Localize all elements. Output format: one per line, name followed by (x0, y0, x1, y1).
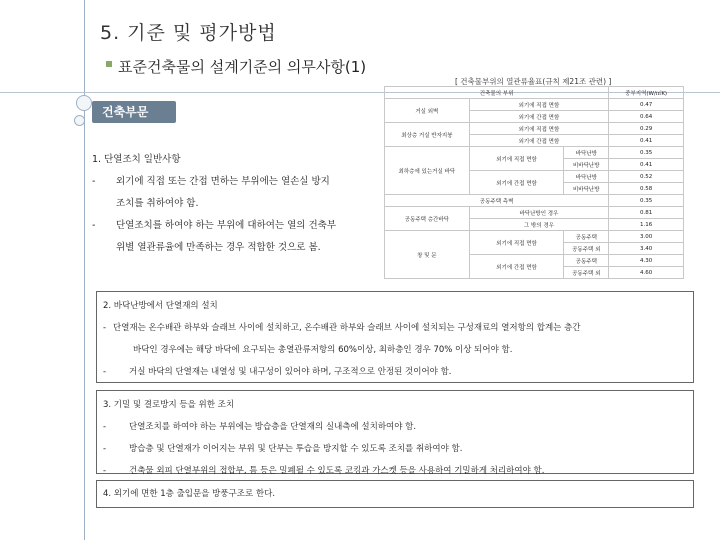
subtitle-bullet-icon (106, 61, 112, 67)
table-caption: [ 건축물부위의 열관류율표(규칙 제21조 관련) ] (455, 77, 612, 86)
u-value-table (384, 86, 684, 279)
airtight-box (96, 390, 694, 474)
left-line-2: - 외기에 직접 또는 간접 면하는 부위에는 열손실 방지 (92, 171, 377, 193)
header-part: 건축물의 부위 (385, 87, 609, 99)
box1-line-2: 바닥인 경우에는 해당 바닥에 요구되는 총열관류저항의 60%이상, 최하층인 경우 70% 이상 되어야 함. (133, 345, 513, 355)
dash: - (92, 220, 96, 231)
box3-title: 4. 외기에 면한 1층 출입문을 방풍구조로 한다. (103, 489, 276, 499)
table-row: 공동주택 외 4.60 (385, 267, 684, 279)
table-row: 비바닥난방 0.41 (385, 159, 684, 171)
entrance-door-box (96, 480, 694, 508)
table-row: 비바닥난방 0.58 (385, 183, 684, 195)
table-row: 공동주택 층간바닥 바닥난방인 경우 0.81 (385, 207, 684, 219)
dash: - (92, 176, 96, 187)
box1-line-3: - 거실 바닥의 단열재는 내열성 및 내구성이 있어야 하며, 구조적으로 안정된 것이어야 함. (103, 367, 452, 377)
floor-group: 최하층에 있는거실 바닥 (385, 147, 470, 195)
table-row: 외기에 간접 면함 바닥난방 0.52 (385, 171, 684, 183)
interfloor-group: 공동주택 층간바닥 (385, 207, 470, 231)
box1-title: 2. 바닥난방에서 단열재의 설치 (103, 301, 218, 311)
decor-circle-small (74, 115, 85, 126)
left-line-1: 1. 단열조치 일반사항 (92, 154, 181, 165)
page-subtitle: 표준건축물의 설계기준의 의무사항(1) (118, 58, 367, 76)
table-row: 최상층 거실 반자지붕 외기에 직접 면함 0.29 (385, 123, 684, 135)
table-row: 공동주택 외 3.40 (385, 243, 684, 255)
header-value: 중부지역(W/㎡K) (609, 87, 684, 99)
decor-circle-large (76, 95, 92, 111)
floor-heating-box (96, 291, 694, 383)
left-line-5: 위별 열관류율에 만족하는 경우 적합한 것으로 봄. (116, 242, 321, 253)
table-row: 창 및 문 외기에 직접 면함 공동주택 3.00 (385, 231, 684, 243)
table-row (385, 87, 684, 99)
window-group: 창 및 문 (385, 231, 470, 279)
decor-vertical-line (84, 0, 85, 540)
box2-line-2: - 방습층 및 단열재가 이어지는 부위 및 단부는 투습을 방지할 수 있도록 조치를 취하여야 함. (103, 444, 463, 454)
table-row: 외기에 간접 면함 공동주택 4.30 (385, 255, 684, 267)
section-label: 건축부문 (92, 101, 176, 123)
box2-line-1: - 단열조치를 하여야 하는 부위에는 방습층을 단열재의 실내측에 설치하여야 함. (103, 422, 417, 432)
table-row: 최하층에 있는거실 바닥 외기에 직접 면함 바닥난방 0.35 (385, 147, 684, 159)
left-line-4: - 단열조치를 하여야 하는 부위에 대하여는 열의 건축부 (92, 215, 377, 237)
page-title: 5. 기준 및 평가방법 (100, 22, 277, 44)
left-line-3: 조치를 취하여야 함. (116, 198, 199, 209)
box1-line-1: - 단열재는 온수배관 하부와 슬래브 사이에 설치하고, 온수배관 하부와 슬래브 사이에 설치되는 구성재료의 열저항의 합계는 층간 (103, 323, 581, 333)
party-wall: 공동주택 측벽 (385, 195, 609, 207)
table-row: 공동주택 측벽 0.35 (385, 195, 684, 207)
box2-title: 3. 기밀 및 결로방지 등을 위한 조치 (103, 400, 235, 410)
wall-group: 거실 외벽 (385, 99, 470, 123)
left-text-block (92, 149, 377, 259)
table-row: 외기에 간접 면함 0.64 (385, 111, 684, 123)
table-row: 외기에 간접 면함 0.41 (385, 135, 684, 147)
table-row: 그 밖의 경우 1.16 (385, 219, 684, 231)
table-row: 거실 외벽 외기에 직접 면함 0.47 (385, 99, 684, 111)
box2-line-3: - 건축물 외피 단열부위의 접합부, 틈 등은 밀폐될 수 있도록 코킹과 가스켓 등을 사용하여 기밀하게 처리하여야 함. (103, 466, 545, 476)
roof-group: 최상층 거실 반자지붕 (385, 123, 470, 147)
